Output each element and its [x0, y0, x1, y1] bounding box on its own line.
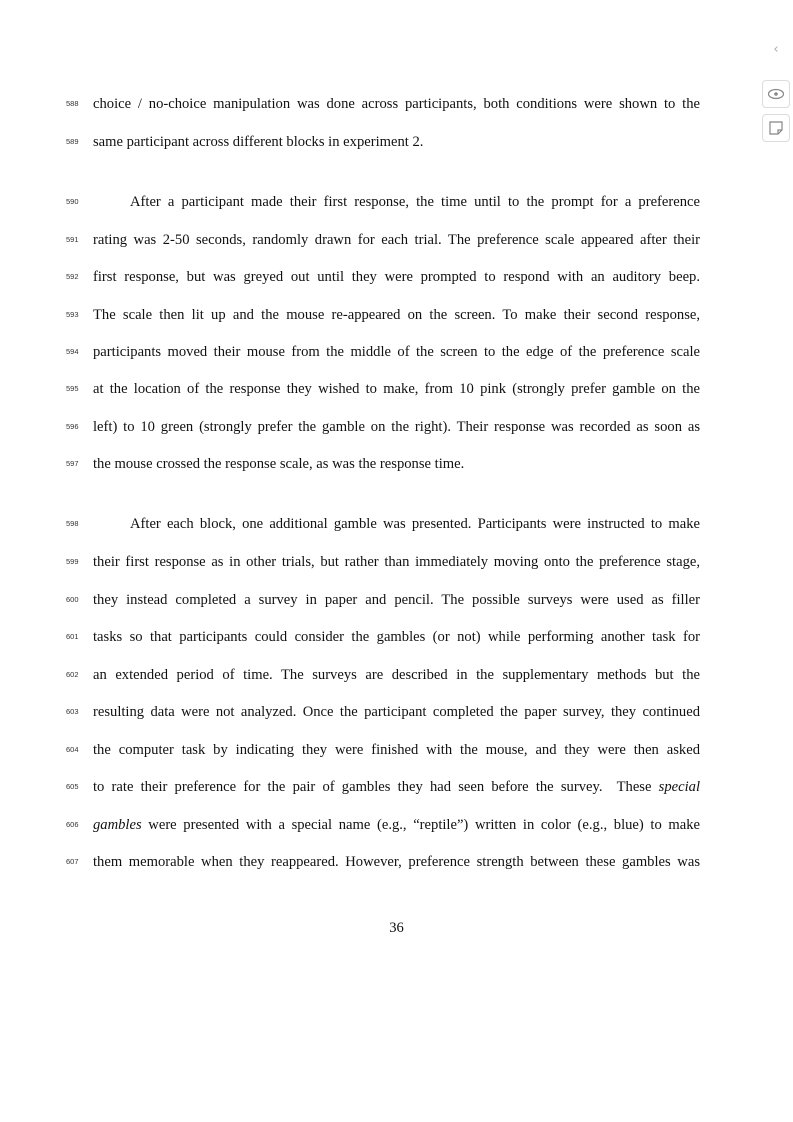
line-number: 606	[66, 820, 79, 829]
italic-term: gambles	[93, 817, 142, 833]
sidebar-collapse-button[interactable]	[768, 40, 784, 60]
line-number: 601	[66, 632, 79, 641]
text-line	[93, 815, 700, 835]
line-number: 588	[66, 99, 79, 108]
line-number: 602	[66, 670, 79, 679]
text-line: same participant across different blocks in experiment 2.	[93, 134, 424, 150]
text-line: the mouse crossed the response scale, as was the response time.	[93, 456, 465, 472]
line-number: 604	[66, 745, 79, 754]
text-line: The scale then lit up and the mouse re-appeared on the screen. To make their second response,	[93, 307, 700, 323]
page-number: 36	[389, 920, 404, 936]
line-number: 592	[66, 272, 79, 281]
line-number: 598	[66, 519, 79, 528]
text-line: participants moved their mouse from the middle of the screen to the edge of the preference scale	[93, 344, 700, 360]
text-line: an extended period of time. The surveys are described in the supplementary methods but the	[93, 667, 700, 683]
text-line: choice / no-choice manipulation was done across participants, both conditions were shown to the	[93, 96, 700, 112]
text-run: were presented with a special name (e.g., “reptile”) written in color (e.g., blue) to make	[141, 817, 700, 833]
line-number: 596	[66, 422, 79, 431]
eye-icon	[767, 88, 785, 100]
line-number: 599	[66, 557, 79, 566]
line-number: 600	[66, 595, 79, 604]
note-button[interactable]	[762, 114, 790, 142]
line-number: 589	[66, 137, 79, 146]
text-line: them memorable when they reappeared. However, preference strength between these gambles was	[93, 854, 700, 870]
text-line: left) to 10 green (strongly prefer the gamble on the right). Their response was recorded as soon as	[93, 419, 700, 435]
line-number: 591	[66, 235, 79, 244]
text-line: rating was 2-50 seconds, randomly drawn for each trial. The preference scale appeared after their	[93, 232, 700, 248]
line-number: 590	[66, 197, 79, 206]
line-number: 595	[66, 384, 79, 393]
text-line: first response, but was greyed out until they were prompted to respond with an auditory beep.	[93, 269, 700, 285]
text-line: resulting data were not analyzed. Once the participant completed the paper survey, they continued	[93, 704, 700, 720]
line-number: 593	[66, 310, 79, 319]
text-line: their first response as in other trials, but rather than immediately moving onto the preference stage,	[93, 554, 700, 570]
text-run: to rate their preference for the pair of gambles they had seen before the survey. These	[93, 779, 659, 795]
line-number: 605	[66, 782, 79, 791]
paragraph-first-line: After each block, one additional gamble was presented. Participants were instructed to make	[130, 516, 700, 532]
text-line	[93, 777, 700, 797]
text-line: tasks so that participants could consider the gambles (or not) while performing another task for	[93, 629, 700, 645]
chevron-left-icon: ‹	[773, 42, 779, 57]
text-line: at the location of the response they wished to make, from 10 pink (strongly prefer gamble on the	[93, 381, 700, 397]
view-button[interactable]	[762, 80, 790, 108]
line-number: 603	[66, 707, 79, 716]
text-line: the computer task by indicating they were finished with the mouse, and they were then asked	[93, 742, 700, 758]
line-number: 594	[66, 347, 79, 356]
sticky-note-icon	[768, 120, 784, 136]
line-number: 607	[66, 857, 79, 866]
paragraph-first-line: After a participant made their first response, the time until to the prompt for a preference	[130, 194, 700, 210]
italic-term: special	[658, 779, 700, 795]
line-number: 597	[66, 459, 79, 468]
text-line: they instead completed a survey in paper and pencil. The possible surveys were used as filler	[93, 592, 700, 608]
